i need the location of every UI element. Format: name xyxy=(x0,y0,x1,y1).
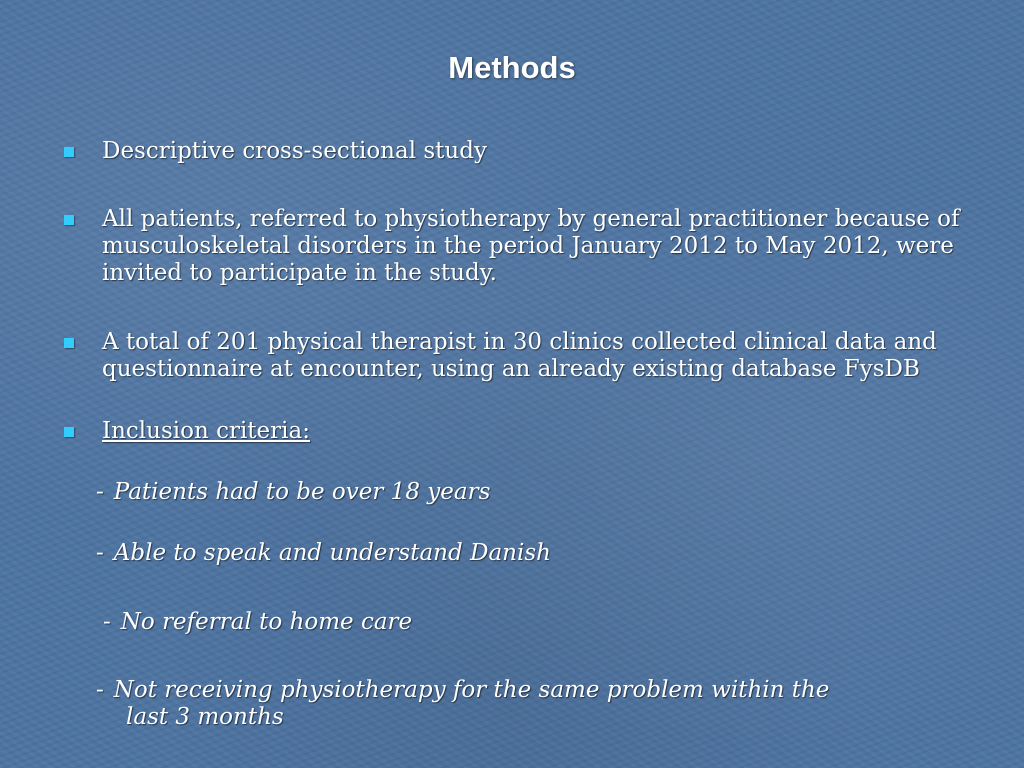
dash-marker: - xyxy=(96,677,104,703)
criterion-continuation: last 3 months xyxy=(126,704,284,730)
criterion-text: Able to speak and understand Danish xyxy=(113,540,551,566)
criterion-item xyxy=(96,677,829,704)
bullet-text: Descriptive cross-sectional study xyxy=(102,138,487,164)
criterion-text: Patients had to be over 18 years xyxy=(113,479,491,505)
dash-marker: - xyxy=(96,540,104,566)
square-bullet-icon xyxy=(64,147,74,157)
bullet-text: A total of 201 physical therapist in 30 clinics collected clinical data and questionnaire at encounter, using an already existing database FysDB xyxy=(102,329,937,382)
dash-marker: - xyxy=(103,609,111,635)
criterion-item xyxy=(103,609,412,636)
dash-marker: - xyxy=(96,479,104,505)
criterion-item xyxy=(96,540,551,567)
criterion-text: No referral to home care xyxy=(120,609,413,635)
criterion-item xyxy=(96,479,490,506)
square-bullet-icon xyxy=(64,338,74,348)
slide-title: Methods xyxy=(448,50,576,85)
criterion-text: Not receiving physiotherapy for the same problem within the xyxy=(113,677,830,703)
inclusion-criteria-heading: Inclusion criteria: xyxy=(102,418,310,444)
bullet-text: All patients, referred to physiotherapy by general practitioner because of musculoskeletal disorders in the period January 2012 to May 2012, were invited to participate in the study. xyxy=(102,206,960,286)
square-bullet-icon xyxy=(64,427,74,437)
square-bullet-icon xyxy=(64,215,74,225)
